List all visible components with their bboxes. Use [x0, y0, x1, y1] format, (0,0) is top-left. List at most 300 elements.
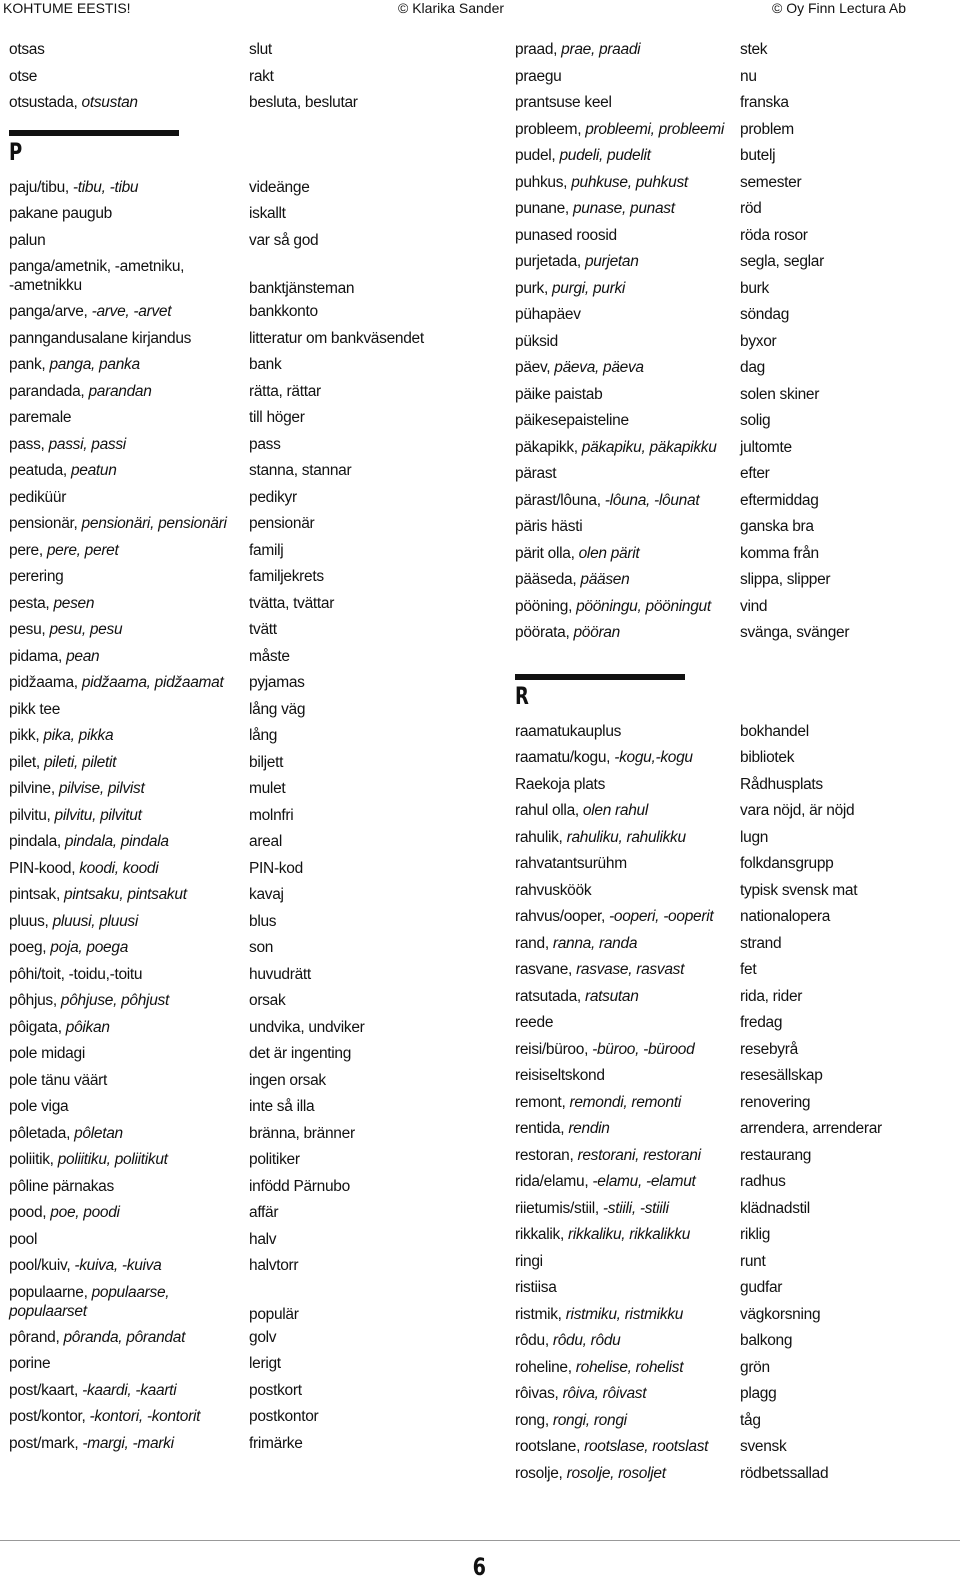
dictionary-entry [9, 302, 479, 329]
estonian-term [515, 881, 740, 900]
dictionary-entry [9, 700, 479, 727]
inflected-forms: pääsen [580, 571, 630, 588]
dictionary-entry [515, 305, 955, 332]
estonian-term [515, 1411, 740, 1430]
estonian-term [515, 1331, 740, 1350]
headword: rosolje, [515, 1464, 567, 1482]
headword: pidžaama, [9, 674, 82, 691]
estonian-term [515, 411, 740, 430]
inflected-forms: pööningu, pööningut [576, 597, 711, 615]
swedish-translation: fredag [740, 1014, 783, 1031]
dictionary-entry [9, 488, 479, 515]
swedish-translation: infödd Pärnubo [249, 1177, 350, 1195]
dictionary-entry [515, 1225, 955, 1252]
estonian-term [515, 960, 740, 979]
swedish-translation: blus [249, 912, 277, 930]
swedish-translation: röd [740, 200, 762, 217]
estonian-term [9, 382, 249, 401]
dictionary-entry [515, 226, 955, 253]
dictionary-entry [9, 541, 479, 568]
dictionary-entry [9, 408, 479, 435]
estonian-term [515, 93, 740, 112]
estonian-term [9, 461, 249, 480]
headword: reisiseltskond [515, 1067, 605, 1084]
headword: pärast [515, 465, 557, 482]
swedish-translation: rödbetssallad [740, 1464, 829, 1482]
headword: rôdu, [515, 1332, 553, 1349]
estonian-term [515, 1066, 740, 1085]
headword: pikk, [9, 727, 44, 744]
swedish-translation: PIN-kod [249, 859, 303, 877]
section-letter: P [9, 137, 22, 166]
estonian-term [9, 779, 249, 798]
headword: parandada, [9, 382, 89, 400]
estonian-term [9, 965, 249, 984]
swedish-translation: vara nöjd, är nöjd [740, 802, 855, 819]
inflected-forms: -margi, -marki [82, 1434, 174, 1452]
swedish-translation: byxor [740, 332, 777, 350]
headword: panngandusalane kirjandus [9, 329, 192, 347]
inflected-forms: rasvase, rasvast [576, 961, 685, 978]
swedish-translation: ingen orsak [249, 1071, 326, 1089]
swedish-translation: rakt [249, 67, 274, 85]
swedish-translation: bankkonto [249, 303, 318, 320]
headword: pääseda, [515, 571, 581, 588]
swedish-translation: biljett [249, 753, 284, 771]
inflected-forms: pudeli, pudelit [559, 147, 651, 164]
estonian-term [9, 647, 249, 666]
swedish-translation: komma från [740, 544, 819, 562]
headword: pärast/lôuna, [515, 491, 605, 509]
headword: ratsutada, [515, 987, 585, 1005]
estonian-term [9, 885, 249, 904]
dictionary-entry [515, 358, 955, 385]
dictionary-entry [515, 1093, 955, 1120]
estonian-term [9, 991, 249, 1010]
headword: poeg, [9, 939, 51, 956]
inflected-forms: -arve, -arvet [91, 303, 172, 320]
swedish-translation: kavaj [249, 886, 284, 903]
headword: Raekoja plats [515, 775, 606, 793]
dictionary-entry [515, 1411, 955, 1438]
estonian-term [515, 1278, 740, 1297]
dictionary-entry [9, 1230, 479, 1257]
estonian-term [515, 517, 740, 536]
inflected-forms: rootslase, rootslast [584, 1438, 709, 1455]
dictionary-entry [9, 1354, 479, 1381]
headword: perering [9, 568, 64, 585]
dictionary-entry [9, 1283, 479, 1328]
inflected-forms: -elamu, -elamut [592, 1173, 696, 1190]
estonian-term [515, 332, 740, 351]
estonian-term [515, 1437, 740, 1456]
headword: rahvus/ooper, [515, 908, 610, 925]
swedish-translation: banktjänsteman [249, 280, 355, 297]
inflected-forms: pere, peret [46, 541, 119, 559]
headword: pôline pärnakas [9, 1177, 114, 1195]
inflected-forms: ratsutan [584, 987, 639, 1005]
inflected-forms: punase, punast [572, 200, 675, 217]
estonian-term [9, 700, 249, 719]
swedish-translation: semester [740, 173, 802, 191]
headword: ristmik, [515, 1305, 566, 1323]
headword: päkapikk, [515, 438, 582, 456]
dictionary-entry [9, 1044, 479, 1071]
dictionary-entry [515, 623, 955, 650]
headword: pesu, [9, 621, 50, 638]
estonian-term [9, 408, 249, 427]
inflected-forms: rongi, rongi [552, 1411, 627, 1429]
dictionary-entry [515, 1305, 955, 1332]
swedish-translation: nu [740, 67, 757, 85]
inflected-forms: pileti, piletit [43, 753, 117, 771]
section-rule [515, 674, 685, 680]
inflected-forms: rahuliku, rahulikku [566, 828, 686, 846]
estonian-term [515, 1358, 740, 1377]
dictionary-entry [9, 753, 479, 780]
estonian-term [515, 173, 740, 192]
swedish-translation: söndag [740, 306, 790, 323]
headword: päev, [515, 359, 555, 376]
swedish-translation: familjekrets [249, 568, 324, 585]
dictionary-entry [9, 1381, 479, 1408]
inflected-forms: pean [66, 647, 100, 665]
estonian-term [9, 1203, 249, 1222]
headword: pikk tee [9, 700, 61, 718]
headword: päike paistab [515, 385, 603, 403]
headword: rahvusköök [515, 881, 592, 899]
swedish-translation: rida, rider [740, 987, 803, 1005]
headword: otsas [9, 41, 45, 58]
dictionary-entry [515, 881, 955, 908]
headword: pluus, [9, 912, 53, 930]
estonian-term [9, 257, 249, 295]
swedish-translation: var så god [249, 231, 319, 249]
headword: punased roosid [515, 226, 617, 244]
headword: pühapäev [515, 306, 581, 323]
swedish-translation: orsak [249, 992, 286, 1009]
swedish-translation: efter [740, 465, 770, 482]
dictionary-entry [9, 1071, 479, 1098]
estonian-term [9, 806, 249, 825]
estonian-term [9, 594, 249, 613]
dictionary-entry [515, 960, 955, 987]
header-right: © Oy Finn Lectura Ab [772, 0, 907, 16]
estonian-term [9, 204, 249, 223]
inflected-forms: pôikan [65, 1018, 110, 1036]
headword: rahulik, [515, 828, 567, 846]
headword: rong, [515, 1411, 553, 1429]
swedish-translation: tvätta, tvättar [249, 594, 335, 612]
estonian-term [515, 748, 740, 767]
dictionary-entry [9, 1177, 479, 1204]
swedish-translation: huvudrätt [249, 965, 311, 983]
swedish-translation: postkort [249, 1381, 302, 1399]
dictionary-entry [9, 1407, 479, 1434]
dictionary-entry [9, 461, 479, 488]
headword: ristiisa [515, 1279, 557, 1296]
page-number: 6 [472, 1553, 487, 1581]
estonian-term [9, 67, 249, 86]
dictionary-entry [9, 620, 479, 647]
estonian-term [9, 938, 249, 957]
estonian-term [515, 146, 740, 165]
swedish-translation: balkong [740, 1332, 793, 1349]
headword: panga/ametnik, -ametniku, -ametnikku [9, 258, 185, 294]
page-header [0, 0, 960, 18]
headword: pensionär, [9, 515, 82, 532]
headword: pole midagi [9, 1045, 85, 1062]
dictionary-entry [515, 279, 955, 306]
swedish-translation: runt [740, 1252, 766, 1270]
entries-o [9, 40, 479, 120]
swedish-translation: grön [740, 1358, 770, 1376]
dictionary-entry [515, 1358, 955, 1385]
inflected-forms: rendin [568, 1120, 610, 1137]
headword: pere, [9, 541, 47, 559]
inflected-forms: restorani, restorani [577, 1146, 701, 1164]
swedish-translation: postkontor [249, 1408, 319, 1425]
estonian-term [515, 934, 740, 953]
dictionary-entry [515, 1146, 955, 1173]
dictionary-entry [515, 332, 955, 359]
inflected-forms: pindala, pindala [64, 833, 169, 850]
headword: pilvitu, [9, 806, 55, 824]
dictionary-entry [515, 438, 955, 465]
headword: populaarne, [9, 1283, 92, 1301]
dictionary-entry [9, 1124, 479, 1151]
estonian-term [9, 620, 249, 639]
estonian-term [9, 673, 249, 692]
estonian-term [9, 40, 249, 59]
swedish-translation: det är ingenting [249, 1045, 352, 1062]
estonian-term [9, 1407, 249, 1426]
headword: praegu [515, 67, 562, 85]
estonian-term [515, 385, 740, 404]
dictionary-entry [515, 1172, 955, 1199]
inflected-forms: purgi, purki [551, 279, 626, 297]
swedish-translation: butelj [740, 147, 776, 164]
headword: pôigata, [9, 1018, 66, 1036]
inflected-forms: rosolje, rosoljet [566, 1464, 666, 1482]
section-r-heading [515, 664, 955, 722]
headword: pudel, [515, 147, 560, 164]
dictionary-entry [9, 231, 479, 258]
inflected-forms: -stiili, -stiili [602, 1199, 669, 1217]
entries-p-left [9, 178, 479, 1461]
inflected-forms: -kontori, -kontorit [89, 1408, 201, 1425]
estonian-term [9, 912, 249, 931]
dictionary-entry [515, 385, 955, 412]
dictionary-entry [9, 435, 479, 462]
swedish-translation: slut [249, 41, 272, 58]
swedish-translation: renovering [740, 1093, 811, 1111]
swedish-translation: burk [740, 279, 769, 297]
headword: remont, [515, 1093, 570, 1111]
estonian-term [515, 438, 740, 457]
dictionary-entry [9, 1150, 479, 1177]
swedish-translation: areal [249, 833, 282, 850]
estonian-term [9, 231, 249, 250]
header-left: KOHTUME EESTIS! [3, 0, 131, 16]
inflected-forms: pidžaama, pidžaamat [81, 674, 224, 691]
headword: prantsuse keel [515, 94, 612, 111]
estonian-term [9, 1044, 249, 1063]
swedish-translation: undvika, undviker [249, 1018, 365, 1036]
inflected-forms: pööran [573, 624, 620, 641]
estonian-term [515, 464, 740, 483]
swedish-translation: vind [740, 597, 768, 615]
inflected-forms: otsustan [81, 94, 138, 111]
estonian-term [9, 93, 249, 112]
estonian-term [9, 1177, 249, 1196]
swedish-translation: svensk [740, 1438, 787, 1455]
estonian-term [9, 753, 249, 772]
estonian-term [9, 859, 249, 878]
dictionary-entry [515, 1437, 955, 1464]
headword: pilvine, [9, 780, 59, 797]
entries-p-right [515, 40, 955, 650]
headword: rootslane, [515, 1438, 585, 1455]
dictionary-entry [9, 726, 479, 753]
estonian-term [9, 178, 249, 197]
inflected-forms: rôdu, rôdu [552, 1332, 621, 1349]
headword: päikesepaisteline [515, 412, 629, 429]
dictionary-entry [9, 567, 479, 594]
dictionary-entry [9, 965, 479, 992]
section-letter: R [515, 681, 529, 710]
headword: palun [9, 231, 46, 249]
dictionary-entry [9, 991, 479, 1018]
dictionary-entry [9, 40, 479, 67]
swedish-translation: radhus [740, 1173, 786, 1190]
headword: reisi/büroo, [515, 1040, 593, 1058]
inflected-forms: pesu, pesu [49, 621, 123, 638]
dictionary-entry [515, 854, 955, 881]
inflected-forms: rôiva, rôivast [562, 1385, 647, 1402]
swedish-translation: Rådhusplats [740, 775, 823, 793]
estonian-term [515, 1119, 740, 1138]
dictionary-entry [515, 828, 955, 855]
dictionary-entry [515, 775, 955, 802]
headword: panga/arve, [9, 303, 92, 320]
estonian-term [515, 226, 740, 245]
inflected-forms: olen rahul [582, 802, 648, 819]
dictionary-entry [515, 544, 955, 571]
dictionary-entry [9, 647, 479, 674]
headword: pööning, [515, 597, 577, 615]
estonian-term [9, 1328, 249, 1347]
dictionary-entry [515, 987, 955, 1014]
swedish-translation: restaurang [740, 1146, 812, 1164]
swedish-translation: pensionär [249, 515, 315, 532]
header-center: © Klarika Sander [398, 0, 505, 16]
inflected-forms: probleemi, probleemi [585, 120, 724, 138]
headword: praad, [515, 41, 562, 58]
estonian-term [515, 1464, 740, 1483]
dictionary-entry [515, 252, 955, 279]
dictionary-entry [9, 514, 479, 541]
inflected-forms: peatun [70, 462, 117, 479]
dictionary-entry [515, 1278, 955, 1305]
estonian-term [9, 435, 249, 454]
estonian-term [515, 252, 740, 271]
dictionary-entry [515, 570, 955, 597]
estonian-term [9, 1018, 249, 1037]
estonian-term [9, 541, 249, 560]
swedish-translation: dag [740, 359, 765, 376]
estonian-term [515, 1146, 740, 1165]
headword: ringi [515, 1252, 543, 1270]
swedish-translation: bank [249, 356, 282, 373]
estonian-term [515, 1013, 740, 1032]
headword: rida/elamu, [515, 1173, 593, 1190]
headword: rôivas, [515, 1385, 563, 1402]
headword: pôrand, [9, 1328, 64, 1346]
swedish-translation: eftermiddag [740, 491, 819, 509]
estonian-term [9, 1256, 249, 1275]
headword: pank, [9, 356, 50, 373]
dictionary-entry [9, 912, 479, 939]
swedish-translation: franska [740, 94, 789, 111]
estonian-term [515, 1172, 740, 1191]
inflected-forms: parandan [88, 382, 152, 400]
swedish-translation: iskallt [249, 205, 286, 222]
swedish-translation: jultomte [740, 438, 792, 456]
inflected-forms: passi, passi [48, 435, 126, 453]
dictionary-entry [515, 1013, 955, 1040]
inflected-forms: poja, poega [50, 939, 129, 956]
inflected-forms: pensionäri, pensionäri [81, 515, 227, 532]
headword: rasvane, [515, 961, 577, 978]
swedish-translation: lång [249, 727, 278, 744]
swedish-translation: klädnadstil [740, 1199, 810, 1217]
estonian-term [515, 67, 740, 86]
dictionary-entry [515, 801, 955, 828]
inflected-forms: remondi, remonti [569, 1093, 681, 1111]
estonian-term [515, 828, 740, 847]
swedish-translation: inte så illa [249, 1098, 315, 1115]
swedish-translation: riklig [740, 1226, 771, 1243]
swedish-translation: vägkorsning [740, 1305, 821, 1323]
swedish-translation: till höger [249, 409, 305, 426]
estonian-term [515, 597, 740, 616]
estonian-term [515, 775, 740, 794]
headword: PIN-kood, [9, 859, 80, 877]
inflected-forms: -kogu,-kogu [614, 749, 693, 766]
swedish-translation: halvtorr [249, 1257, 299, 1274]
headword: post/kaart, [9, 1381, 83, 1399]
swedish-translation: resebyrå [740, 1040, 798, 1058]
estonian-term [515, 623, 740, 642]
estonian-term [515, 358, 740, 377]
estonian-term [515, 1384, 740, 1403]
dictionary-entry [9, 673, 479, 700]
estonian-term [515, 120, 740, 139]
estonian-term [9, 355, 249, 374]
swedish-translation: röda rosor [740, 226, 808, 244]
estonian-term [515, 907, 740, 926]
section-p-heading [9, 120, 479, 178]
headword: reede [515, 1014, 554, 1031]
swedish-translation: problem [740, 120, 794, 138]
inflected-forms: -ooperi, -ooperit [609, 908, 714, 925]
estonian-term [515, 1305, 740, 1324]
swedish-translation: bokhandel [740, 722, 809, 740]
inflected-forms: puhkuse, puhkust [571, 173, 688, 191]
swedish-translation: politiker [249, 1151, 300, 1168]
inflected-forms: pilvise, pilvist [58, 780, 145, 797]
